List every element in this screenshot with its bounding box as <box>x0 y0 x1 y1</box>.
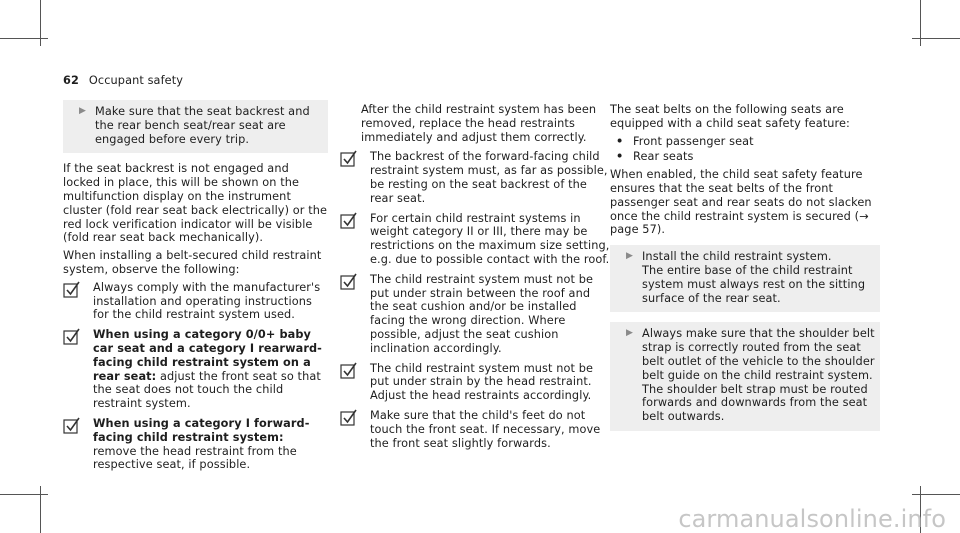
checkmark-box-icon <box>63 328 81 411</box>
list-item <box>610 135 880 149</box>
column-2 <box>340 103 610 456</box>
note-heading: When using a category I forward-facing child restraint system: <box>93 416 310 444</box>
crop-mark <box>40 0 41 46</box>
list-item-text: Front passenger seat <box>633 134 754 148</box>
note-body: adjust the front seat so that the seat does not touch the child restraint system. <box>93 369 321 411</box>
section-title: Occupant safety <box>88 74 184 87</box>
bullet-icon: • <box>616 134 624 148</box>
page-number: 62 <box>63 74 79 87</box>
crop-mark <box>40 486 41 533</box>
column-1 <box>63 100 328 478</box>
note-text: The child restraint system must not be put under strain by the head restraint. Adjust the head restraints accordingly. <box>370 361 594 403</box>
list-item-text: Rear seats <box>633 150 694 164</box>
triangle-right-icon: ▶ <box>79 106 87 116</box>
page-header <box>63 74 183 88</box>
note-item <box>340 409 610 450</box>
note-text <box>93 417 328 472</box>
checkmark-box-icon <box>340 150 358 205</box>
checkmark-box-icon <box>340 212 358 267</box>
instruction-step <box>610 245 880 312</box>
note-heading: When using a category 0/0+ baby car seat and a category I rearward-facing child restraint system on a rear seat: <box>93 328 322 383</box>
watermark: carmanualsonline.info <box>678 505 946 533</box>
note-text: Always comply with the manufacturer's installation and operating instructions for the child restraint system used. <box>93 280 321 322</box>
bullet-icon: • <box>616 150 624 164</box>
note-item <box>63 417 328 472</box>
instruction-step <box>610 322 880 431</box>
checkmark-box-icon <box>63 281 81 322</box>
note-item <box>340 362 610 403</box>
paragraph: When enabled, the child seat safety feature ensures that the seat belts of the front passenger seat and rear seats do not slacken once the child restraint system is secured (→ page 57). <box>610 168 872 237</box>
checkmark-box-icon <box>340 362 358 403</box>
step-text: Always make sure that the shoulder belt strap is correctly routed from the seat belt outlet of the vehicle to the shoulder belt guide on the child restraint system. <box>642 327 875 382</box>
crop-mark <box>920 0 921 46</box>
paragraph: When installing a belt-secured child restraint system, observe the following: <box>63 249 322 276</box>
list-item <box>610 150 880 164</box>
step-text: The entire base of the child restraint system must always rest on the sitting surface of the rear seat. <box>642 263 866 305</box>
step-text: Install the child restraint system. <box>642 250 832 264</box>
note-text <box>93 328 328 411</box>
note-item <box>340 212 610 267</box>
note-text: The child restraint system must not be put under strain between the roof and the seat cushion and/or be installed facing the wrong direction. Where possible, adjust the seat cushion inclination accordingly. <box>370 272 594 355</box>
note-text: For certain child restraint systems in weight category II or III, there may be restrictions on the maximum size setting, e.g. due to possible contact with the roof. <box>370 211 610 266</box>
note-text: The backrest of the forward-facing child restraint system must, as far as possible, be resting on the seat backrest of the rear seat. <box>370 150 608 205</box>
checkmark-box-icon <box>340 409 358 450</box>
paragraph: If the seat backrest is not engaged and locked in place, this will be shown on the multifunction display on the instrument cluster (fold rear seat back electrically) or the red lock verification indicator will be visible (fold rear seat back mechanically). <box>63 162 328 245</box>
triangle-right-icon: ▶ <box>626 328 634 339</box>
note-text: Make sure that the child's feet do not touch the front seat. If necessary, move the front seat slightly forwards. <box>370 408 601 450</box>
note-item <box>63 281 328 322</box>
step-text: The shoulder belt strap must be routed forwards and downwards from the seat belt outwards. <box>642 382 868 424</box>
triangle-right-icon: ▶ <box>626 251 634 262</box>
note-item <box>340 150 610 205</box>
step-text: Make sure that the seat backrest and the rear bench seat/rear seat are engaged before every trip. <box>95 105 310 146</box>
paragraph: After the child restraint system has been removed, replace the head restraints immediately and adjust them correctly. <box>361 103 597 144</box>
note-item <box>63 328 328 411</box>
column-3 <box>610 103 880 431</box>
paragraph: The seat belts on the following seats are equipped with a child seat safety feature: <box>610 103 850 130</box>
checkmark-box-icon <box>63 417 81 472</box>
note-item <box>340 273 610 356</box>
instruction-step <box>63 100 328 153</box>
checkmark-box-icon <box>340 273 358 356</box>
note-body: remove the head restraint from the respective seat, if possible. <box>93 444 297 472</box>
